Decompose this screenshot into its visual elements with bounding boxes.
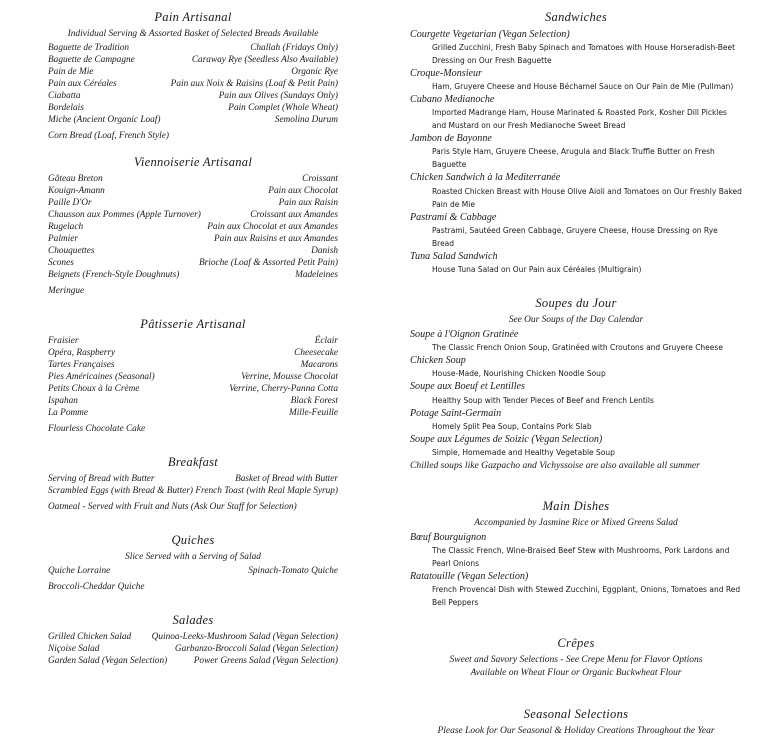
menu-item: Fraisier xyxy=(48,335,79,346)
dish-description: Ham, Gruyere Cheese and House Béchamel Sauce on Our Pain de Mie (Pullman) xyxy=(432,82,734,92)
menu-row xyxy=(48,114,338,126)
item-rows xyxy=(48,335,338,435)
section-sandwiches xyxy=(410,10,742,276)
menu-row xyxy=(48,233,338,245)
menu-row xyxy=(48,335,338,347)
menu-column-left xyxy=(0,10,384,666)
menu-item: Danish xyxy=(311,246,338,257)
section-title: Soupes du Jour xyxy=(535,296,617,311)
menu-row xyxy=(48,90,338,102)
dish-description: Pastrami, Sautéed Green Cabbage, Gruyere Cheese, House Dressing on Rye Bread xyxy=(432,225,718,248)
menu-item: Flourless Chocolate Cake xyxy=(48,424,146,435)
menu-item: Basket of Bread with Butter xyxy=(235,473,338,484)
menu-row xyxy=(48,269,338,281)
dish-entry xyxy=(410,531,742,570)
menu-item: Cheesecake xyxy=(294,347,338,358)
section-patisserie-artisanal xyxy=(48,317,338,435)
menu-item: Beignets (French-Style Doughnuts) xyxy=(48,270,180,281)
menu-item: French Toast (with Real Maple Syrup) xyxy=(195,485,338,496)
dish-entry xyxy=(410,67,742,93)
dish-description: The Classic French, Wine-Braised Beef Stew with Mushrooms, Pork Lardons and Pearl Onions xyxy=(432,545,730,568)
menu-row xyxy=(48,245,338,257)
section-subtitle: Accompanied by Jasmine Rice or Mixed Greens Salad xyxy=(474,517,678,528)
dish-name: Potage Saint-Germain xyxy=(410,407,502,419)
menu-item: Quiche Lorraine xyxy=(48,565,111,576)
menu-item: Black Forest xyxy=(290,396,338,407)
menu-item: Macarons xyxy=(300,360,338,371)
menu-row xyxy=(48,185,338,197)
section-main-dishes xyxy=(410,499,742,609)
item-rows xyxy=(48,173,338,297)
menu-row xyxy=(48,643,338,655)
menu-row xyxy=(48,209,338,221)
menu-item: Pain Complet (Whole Wheat) xyxy=(228,103,338,114)
dish-entry xyxy=(410,570,742,609)
menu-item: Kouign-Amann xyxy=(48,185,105,196)
menu-row xyxy=(48,66,338,78)
section-title: Salades xyxy=(172,613,214,628)
section-pain-artisanal xyxy=(48,10,338,142)
section-viennoiserie-artisanal xyxy=(48,155,338,297)
dish-list xyxy=(410,28,742,276)
dish-entry xyxy=(410,250,742,276)
menu-item: Petits Choux à la Crème xyxy=(48,384,140,395)
menu-item: Chouquettes xyxy=(48,246,95,257)
menu-row xyxy=(48,655,338,667)
menu-item: Tartes Françaises xyxy=(48,360,115,371)
dish-name: Soupe aux Boeuf et Lentilles xyxy=(410,381,525,393)
section-subtitle: See Our Soups of the Day Calendar xyxy=(508,314,644,325)
menu-item: Quinoa-Leeks-Mushroom Salad (Vegan Selection) xyxy=(151,631,338,642)
menu-item: Serving of Bread with Butter xyxy=(48,473,155,484)
section-title: Quiches xyxy=(171,533,215,548)
dish-entry xyxy=(410,171,742,210)
menu-item: Croissant xyxy=(302,173,338,184)
menu-item: Verrine, Cherry-Panna Cotta xyxy=(229,384,338,395)
dish-name: Tuna Salad Sandwich xyxy=(410,250,498,262)
menu-item: Chausson aux Pommes (Apple Turnover) xyxy=(48,209,201,220)
menu-item: Niçoise Salad xyxy=(48,643,100,654)
dish-list xyxy=(410,328,742,472)
menu-item: Organic Rye xyxy=(291,66,338,77)
menu-item: Garden Salad (Vegan Selection) xyxy=(48,655,168,666)
section-soupes-du-jour xyxy=(410,296,742,472)
menu-row xyxy=(48,54,338,66)
section-title: Breakfast xyxy=(167,455,219,470)
menu-row xyxy=(48,485,338,497)
dish-description: Simple, Homemade and Healthy Vegetable Soup xyxy=(432,447,615,457)
section-salades xyxy=(48,613,338,667)
dish-description: The Classic French Onion Soup, Gratinéed with Croutons and Gruyere Cheese xyxy=(432,343,723,353)
menu-item: Power Greens Salad (Vegan Selection) xyxy=(193,655,338,666)
menu-row xyxy=(48,173,338,185)
menu-item: Madeleines xyxy=(295,270,338,281)
menu-row xyxy=(48,126,338,142)
menu-item: Meringue xyxy=(48,286,85,297)
soups-footnote: Chilled soups like Gazpacho and Vichyssoise are also available all summer xyxy=(410,459,700,471)
dish-entry xyxy=(410,132,742,171)
menu-row xyxy=(48,281,338,297)
menu-row xyxy=(48,102,338,114)
menu-row xyxy=(48,347,338,359)
menu-item: Brioche (Loaf & Assorted Petit Pain) xyxy=(198,258,338,269)
dish-description: French Provencal Dish with Stewed Zucchini, Eggplant, Onions, Tomatoes and Red Bell Peppers xyxy=(432,585,741,608)
menu-row xyxy=(48,395,338,407)
dish-name: Soupe aux Légumes de Soizic (Vegan Selection) xyxy=(410,433,603,445)
crepes-line: Available on Wheat Flour or Organic Buckwheat Flour xyxy=(470,667,682,678)
section-breakfast xyxy=(48,455,338,513)
menu-item: Éclair xyxy=(314,335,338,346)
dish-entry xyxy=(410,407,742,433)
dish-description: Imported Madrange Ham, House Marinated & Roasted Pork, Kosher Dill Pickles and Mustard on our Fresh Medianoche Sweet Bread xyxy=(432,108,727,131)
menu-item: Semolina Durum xyxy=(274,115,338,126)
menu-item: Grilled Chicken Salad xyxy=(48,631,132,642)
menu-item: Scones xyxy=(48,258,74,269)
menu-item: Pain aux Noix & Raisins (Loaf & Petit Pain) xyxy=(170,78,338,89)
section-title: Main Dishes xyxy=(542,498,610,513)
menu-item: Garbanzo-Broccoli Salad (Vegan Selection) xyxy=(174,643,338,654)
dish-name: Jambon de Bayonne xyxy=(410,133,492,145)
dish-entry xyxy=(410,354,742,380)
menu-row xyxy=(48,42,338,54)
crepes-line: Sweet and Savory Selections - See Crepe Menu for Flavor Options xyxy=(449,654,703,665)
dish-description: Roasted Chicken Breast with House Olive Aioli and Tomatoes on Our Freshly Baked Pain de Mie xyxy=(432,186,742,209)
menu-item: Croissant aux Amandes xyxy=(250,209,338,220)
menu-row xyxy=(48,497,338,513)
menu-row xyxy=(48,631,338,643)
menu-item: Rugelach xyxy=(48,222,84,233)
menu-item: Scrambled Eggs (with Bread & Butter) xyxy=(48,485,194,496)
dish-name: Ratatouille (Vegan Selection) xyxy=(410,570,529,582)
menu-item: Corn Bread (Loaf, French Style) xyxy=(48,131,169,142)
menu-item: Oatmeal - Served with Fruit and Nuts (Ask Our Staff for Selection) xyxy=(48,502,297,513)
menu-row xyxy=(48,221,338,233)
menu-item: Pain aux Chocolat xyxy=(268,185,338,196)
menu-item: Challah (Fridays Only) xyxy=(250,42,338,53)
menu-item: Opéra, Raspberry xyxy=(48,347,116,358)
menu-row xyxy=(48,577,338,593)
dish-name: Pastrami & Cabbage xyxy=(410,211,497,223)
menu-item: Pies Américaines (Seasonal) xyxy=(48,372,155,383)
dish-description: Grilled Zucchini, Fresh Baby Spinach and Tomatoes with House Horseradish-Beet Dressing on Our Fresh Baguette xyxy=(432,42,736,65)
menu-row xyxy=(48,197,338,209)
item-rows xyxy=(48,565,338,593)
menu-row xyxy=(48,383,338,395)
menu-row xyxy=(48,407,338,419)
menu-item: Gâteau Breton xyxy=(48,173,103,184)
section-title: Sandwiches xyxy=(544,10,608,24)
dish-description: Healthy Soup with Tender Pieces of Beef and French Lentils xyxy=(432,395,654,405)
section-subtitle: Slice Served with a Serving of Salad xyxy=(125,551,261,562)
section-subtitle: Individual Serving & Assorted Basket of Selected Breads Available xyxy=(67,28,319,39)
dish-entry xyxy=(410,433,742,459)
dish-entry xyxy=(410,211,742,250)
menu-item: Ispahan xyxy=(48,396,78,407)
menu-row xyxy=(48,359,338,371)
dish-name: Chicken Soup xyxy=(410,355,466,367)
menu-item: Bordelais xyxy=(48,103,84,114)
menu-row xyxy=(48,419,338,435)
dish-description: House-Made, Nourishing Chicken Noodle Soup xyxy=(432,369,606,379)
menu-item: Baguette de Tradition xyxy=(48,42,130,53)
menu-row xyxy=(48,565,338,577)
menu-column-right xyxy=(384,10,768,736)
menu-item: Baguette de Campagne xyxy=(48,54,135,65)
menu-row xyxy=(48,78,338,90)
dish-description: Paris Style Ham, Gruyere Cheese, Arugula and Black Truffle Butter on Fresh Baguette xyxy=(432,147,715,170)
section-title: Viennoiserie Artisanal xyxy=(133,155,253,170)
menu-item: Pain aux Chocolat et aux Amandes xyxy=(207,222,338,233)
dish-name: Cubano Medianoche xyxy=(410,94,495,106)
menu-item: Palmier xyxy=(48,234,78,245)
dish-entry xyxy=(410,28,742,67)
section-quiches xyxy=(48,533,338,593)
menu-item: Pain aux Olives (Sundays Only) xyxy=(218,91,338,102)
section-title: Pain Artisanal xyxy=(154,10,232,24)
menu-item: Miche (Ancient Organic Loaf) xyxy=(48,115,161,126)
section-title: Pâtisserie Artisanal xyxy=(140,317,246,332)
menu-item: Verrine, Mousse Chocolat xyxy=(241,372,338,383)
dish-entry xyxy=(410,93,742,132)
menu-item: Mille-Feuille xyxy=(288,408,338,419)
seasonal-line: Please Look for Our Seasonal & Holiday Creations Throughout the Year xyxy=(437,725,715,736)
menu-row xyxy=(48,473,338,485)
dish-name: Bœuf Bourguignon xyxy=(410,531,487,543)
menu-item: Pain de Mie xyxy=(48,66,94,77)
dish-entry xyxy=(410,380,742,406)
menu-item: Caraway Rye (Seedless Also Available) xyxy=(191,54,338,65)
item-rows xyxy=(48,42,338,142)
menu-item: Pain aux Céréales xyxy=(48,78,117,89)
menu-row xyxy=(48,257,338,269)
menu-item: Ciabatta xyxy=(48,91,81,102)
dish-name: Soupe à l'Oignon Gratinée xyxy=(410,328,519,340)
dish-name: Croque-Monsieur xyxy=(410,67,482,79)
item-rows xyxy=(48,631,338,667)
item-rows xyxy=(48,473,338,513)
section-crepes xyxy=(410,636,742,680)
section-seasonal-selections xyxy=(410,707,742,738)
dish-name: Courgette Vegetarian (Vegan Selection) xyxy=(410,28,570,40)
section-title: Crêpes xyxy=(557,636,595,651)
menu-row xyxy=(48,371,338,383)
menu-item: Paille D'Or xyxy=(48,197,92,208)
dish-description: House Tuna Salad on Our Pain aux Céréales (Multigrain) xyxy=(432,265,642,275)
menu-item: Pain aux Raisins et aux Amandes xyxy=(213,234,338,245)
dish-description: Homely Split Pea Soup, Contains Pork Slab xyxy=(432,421,592,431)
dish-list xyxy=(410,531,742,609)
dish-name: Chicken Sandwich à la Mediterranée xyxy=(410,172,561,184)
menu-item: Spinach-Tomato Quiche xyxy=(248,565,338,576)
menu-item: La Pomme xyxy=(48,408,89,419)
menu-item: Broccoli-Cheddar Quiche xyxy=(48,581,145,592)
section-title: Seasonal Selections xyxy=(523,707,629,722)
dish-entry xyxy=(410,328,742,354)
menu-item: Pain aux Raisin xyxy=(278,197,338,208)
